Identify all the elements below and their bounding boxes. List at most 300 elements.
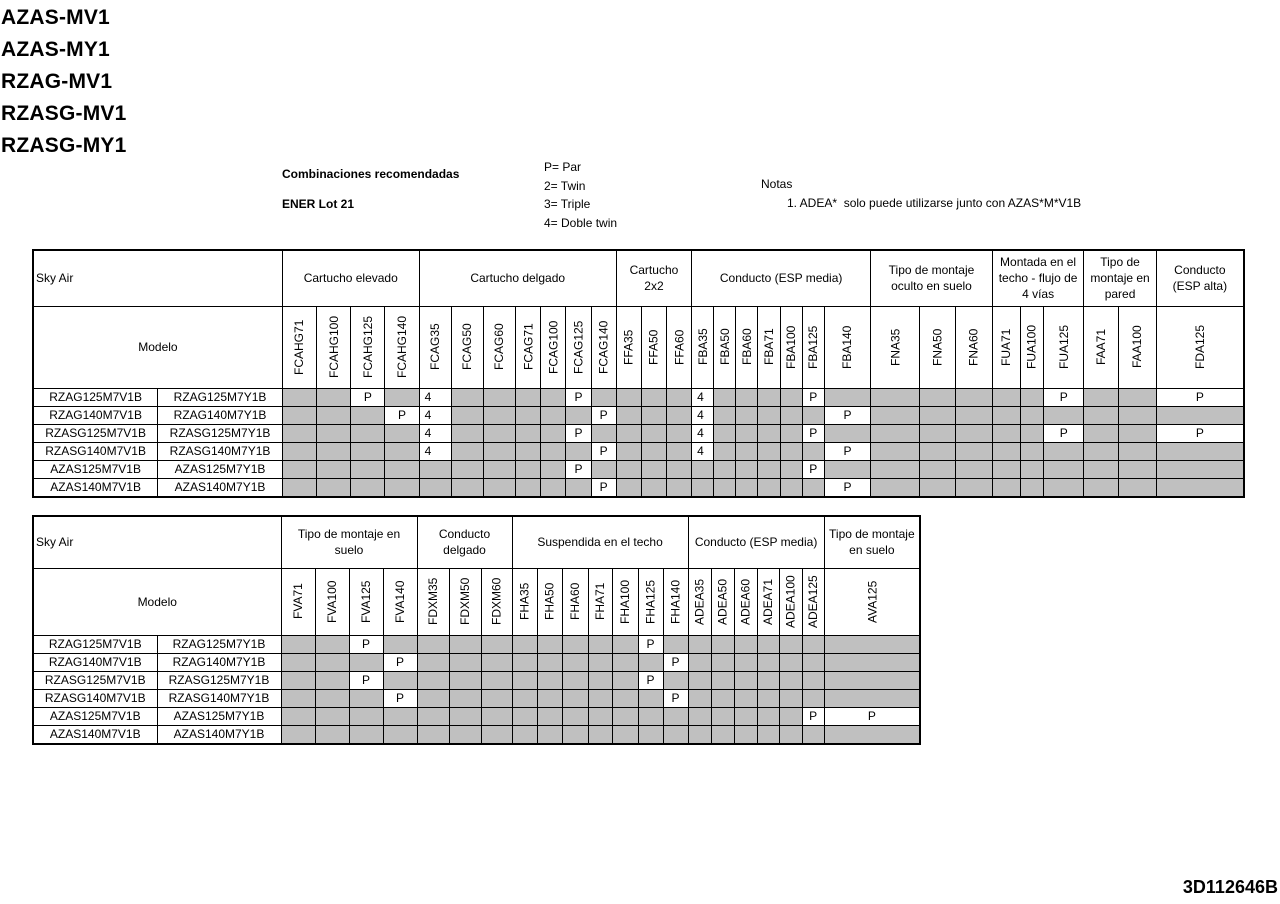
combination-cell [612, 653, 638, 671]
combination-cell [1118, 424, 1156, 442]
combination-cell [591, 460, 616, 478]
combination-cell [449, 653, 481, 671]
indoor-model-header: FVA100 [315, 568, 349, 635]
combination-cell [711, 671, 734, 689]
combination-cell [616, 478, 641, 497]
combination-cell [417, 653, 449, 671]
indoor-model-header: ADEA35 [688, 568, 711, 635]
outdoor-model-y: AZAS140M7Y1B [158, 478, 283, 497]
combination-cell [591, 388, 616, 406]
combination-cell: P [566, 388, 591, 406]
outdoor-model-v: AZAS125M7V1B [33, 707, 157, 725]
indoor-model-header: FCAHG140 [385, 306, 419, 388]
combination-cell [349, 653, 383, 671]
combination-cell [1118, 406, 1156, 424]
combination-cell [1020, 424, 1043, 442]
combination-cell [802, 653, 824, 671]
combination-cell [871, 478, 920, 497]
combination-cell [955, 460, 992, 478]
combination-cell [1118, 388, 1156, 406]
combination-cell [451, 478, 483, 497]
series-title: RZASG-MV1 [1, 102, 127, 125]
combination-cell [802, 406, 824, 424]
indoor-model-header: FHA60 [562, 568, 588, 635]
combination-cell: 4 [419, 388, 451, 406]
combination-cell [758, 460, 780, 478]
combination-cell [588, 725, 612, 744]
indoor-model-header: FUA100 [1020, 306, 1043, 388]
indoor-model-header: ADEA71 [757, 568, 779, 635]
table-row [33, 424, 1244, 442]
combination-cell [955, 424, 992, 442]
combination-cell [992, 460, 1020, 478]
combination-cell [758, 478, 780, 497]
combination-cell [588, 635, 612, 653]
combination-cell [1044, 406, 1084, 424]
combination-cell [802, 442, 824, 460]
model-header-row [33, 568, 920, 635]
combination-cell [537, 707, 562, 725]
combination-cell [1156, 478, 1244, 497]
combination-cell: P [1156, 424, 1244, 442]
indoor-model-header: FFA50 [641, 306, 666, 388]
combination-cell [616, 460, 641, 478]
combination-cell [714, 478, 736, 497]
combination-cell [780, 406, 802, 424]
legend [544, 158, 617, 232]
legend-item: 2= Twin [544, 178, 586, 193]
combination-cell [281, 689, 315, 707]
outdoor-model-v: RZAG125M7V1B [33, 635, 157, 653]
series-title: AZAS-MV1 [1, 6, 110, 29]
combination-cell: P [349, 635, 383, 653]
combination-cell [383, 725, 417, 744]
combination-cell [757, 671, 779, 689]
combination-cell [481, 725, 512, 744]
ener-label: ENER Lot 21 [282, 197, 355, 211]
combination-cell [562, 671, 588, 689]
combination-cell [714, 442, 736, 460]
combination-cell [282, 406, 316, 424]
combination-cell: P [824, 478, 870, 497]
group-header: Conducto (ESP media) [688, 516, 824, 568]
combination-cell [351, 460, 385, 478]
combination-cell [588, 653, 612, 671]
combination-cell [449, 707, 481, 725]
brand-label: Sky Air [33, 516, 281, 568]
indoor-model-header: FHA140 [663, 568, 688, 635]
combination-cell [779, 707, 802, 725]
combination-cell [588, 671, 612, 689]
combination-cell [758, 388, 780, 406]
combination-cell [641, 442, 666, 460]
combination-cell: P [802, 460, 824, 478]
combination-cell [871, 424, 920, 442]
combination-cell [638, 689, 663, 707]
combination-cell [562, 725, 588, 744]
indoor-model-header: FHA125 [638, 568, 663, 635]
combination-cell [824, 388, 870, 406]
combination-cell [1020, 460, 1043, 478]
indoor-model-header: AVA125 [824, 568, 920, 635]
combination-cell [1156, 442, 1244, 460]
combination-cell [920, 424, 955, 442]
combination-cell [871, 460, 920, 478]
notas-title: Notas [761, 177, 793, 191]
indoor-model-header: FNA60 [955, 306, 992, 388]
combination-cell [417, 671, 449, 689]
combination-cell [711, 689, 734, 707]
outdoor-model-v: RZASG140M7V1B [33, 689, 157, 707]
combination-cell [1156, 460, 1244, 478]
combination-cell [1118, 460, 1156, 478]
table-row [33, 725, 920, 744]
combination-cell [512, 689, 537, 707]
combination-cell [385, 460, 419, 478]
combination-cell [714, 460, 736, 478]
combination-cell [734, 689, 757, 707]
combination-cell: 4 [692, 424, 714, 442]
group-header: Suspendida en el techo [512, 516, 688, 568]
combination-cell [1044, 442, 1084, 460]
combination-cell [734, 635, 757, 653]
combination-cell [419, 460, 451, 478]
combination-cell [1020, 406, 1043, 424]
combination-cell [757, 707, 779, 725]
indoor-model-header: FDXM50 [449, 568, 481, 635]
combination-cell [1156, 406, 1244, 424]
combination-cell [483, 442, 515, 460]
combination-cell [417, 725, 449, 744]
combination-cell [385, 388, 419, 406]
combination-cell [757, 653, 779, 671]
indoor-model-header: FBA71 [758, 306, 780, 388]
combination-cell [1118, 478, 1156, 497]
combination-cell: 4 [419, 406, 451, 424]
combination-cell: P [591, 406, 616, 424]
combination-cell [1118, 442, 1156, 460]
combination-cell [734, 653, 757, 671]
combination-cell [566, 406, 591, 424]
group-header: Tipo de montaje oculto en suelo [871, 250, 993, 306]
combination-cell [351, 478, 385, 497]
combination-cell [449, 725, 481, 744]
combination-cell [385, 442, 419, 460]
indoor-model-header: FCAHG125 [351, 306, 385, 388]
combination-cell [802, 725, 824, 744]
combination-cell [512, 653, 537, 671]
combination-cell [802, 635, 824, 653]
table-row [33, 460, 1244, 478]
indoor-model-header: ADEA100 [779, 568, 802, 635]
combination-cell [317, 424, 351, 442]
combination-cell [714, 388, 736, 406]
indoor-model-header: FAA100 [1118, 306, 1156, 388]
combination-cell [667, 460, 692, 478]
modelo-label: Modelo [33, 306, 282, 388]
combination-cell [481, 671, 512, 689]
combination-cell [802, 689, 824, 707]
combination-cell [920, 388, 955, 406]
combination-cell [537, 671, 562, 689]
combination-cell: P [824, 707, 920, 725]
indoor-model-header: FHA35 [512, 568, 537, 635]
outdoor-model-y: RZAG125M7Y1B [158, 388, 283, 406]
combination-cell [417, 707, 449, 725]
combination-cell [780, 424, 802, 442]
combination-cell [641, 460, 666, 478]
combination-cell [757, 635, 779, 653]
combination-cell [638, 725, 663, 744]
combination-cell [612, 689, 638, 707]
combination-cell [1084, 478, 1118, 497]
combination-cell [562, 635, 588, 653]
combination-cell [512, 725, 537, 744]
combination-cell [516, 388, 541, 406]
combination-cell [734, 707, 757, 725]
combination-cell [315, 671, 349, 689]
table-row [33, 406, 1244, 424]
combination-cell: 4 [692, 442, 714, 460]
combination-cell [688, 653, 711, 671]
indoor-model-header: FUA125 [1044, 306, 1084, 388]
combination-cell: P [385, 406, 419, 424]
combination-cell [736, 442, 758, 460]
combination-cell [512, 671, 537, 689]
combination-cell: P [1044, 424, 1084, 442]
combination-cell: P [824, 442, 870, 460]
combination-cell [562, 689, 588, 707]
combination-cell [282, 442, 316, 460]
indoor-model-header: FVA71 [281, 568, 315, 635]
outdoor-model-y: AZAS125M7Y1B [157, 707, 281, 725]
combination-cell [920, 460, 955, 478]
combination-cell [802, 478, 824, 497]
indoor-model-header: FCAHG100 [317, 306, 351, 388]
combination-cell [315, 707, 349, 725]
combination-cell [1084, 388, 1118, 406]
combination-cell [616, 442, 641, 460]
indoor-model-header: FBA50 [714, 306, 736, 388]
indoor-model-header: FCAG140 [591, 306, 616, 388]
combination-cell [779, 635, 802, 653]
combination-cell [758, 424, 780, 442]
combination-cell [516, 478, 541, 497]
combination-cell [516, 406, 541, 424]
combination-cell [537, 689, 562, 707]
combination-cell [692, 460, 714, 478]
combination-cell [780, 388, 802, 406]
indoor-model-header: FCAG60 [483, 306, 515, 388]
combination-cell [282, 388, 316, 406]
combination-cell [451, 424, 483, 442]
combination-cell: 4 [692, 388, 714, 406]
combination-cell [663, 725, 688, 744]
combination-cell [419, 478, 451, 497]
combination-cell [920, 406, 955, 424]
combination-cell [588, 707, 612, 725]
series-title: AZAS-MY1 [1, 38, 110, 61]
combination-cell [734, 671, 757, 689]
combination-cell [616, 424, 641, 442]
combination-cell [688, 635, 711, 653]
nota-item: 1. ADEA* solo puede utilizarse junto con AZAS*M*V1B [787, 196, 1082, 210]
combination-cell [663, 707, 688, 725]
combination-cell [541, 406, 566, 424]
combination-cell: P [638, 671, 663, 689]
indoor-model-header: ADEA60 [734, 568, 757, 635]
combination-cell [638, 707, 663, 725]
combination-cell: P [566, 460, 591, 478]
legend-item: 4= Doble twin [544, 215, 618, 230]
combination-cell [824, 424, 870, 442]
combination-cell [537, 725, 562, 744]
indoor-model-header: ADEA125 [802, 568, 824, 635]
indoor-model-header: ADEA50 [711, 568, 734, 635]
combination-cell [541, 478, 566, 497]
indoor-model-header: FCAG100 [541, 306, 566, 388]
combination-cell [736, 388, 758, 406]
combination-cell [483, 478, 515, 497]
combination-cell [282, 424, 316, 442]
group-header-row [33, 516, 920, 568]
table-row [33, 388, 1244, 406]
combination-cell [688, 671, 711, 689]
combination-cell [1084, 442, 1118, 460]
combination-cell [802, 671, 824, 689]
combination-cell [315, 635, 349, 653]
outdoor-model-v: RZASG125M7V1B [33, 424, 158, 442]
outdoor-model-v: AZAS125M7V1B [33, 460, 158, 478]
indoor-model-header: FFA35 [616, 306, 641, 388]
combination-cell [667, 424, 692, 442]
combination-cell [1020, 442, 1043, 460]
combination-cell: P [824, 406, 870, 424]
combination-cell [824, 725, 920, 744]
combination-cell [616, 406, 641, 424]
indoor-model-header: FBA60 [736, 306, 758, 388]
combination-cell [483, 406, 515, 424]
combination-cell: 4 [419, 424, 451, 442]
combination-cell [992, 388, 1020, 406]
indoor-model-header: FHA100 [612, 568, 638, 635]
group-header-row [33, 250, 1244, 306]
combination-cell [541, 442, 566, 460]
combination-cell [780, 460, 802, 478]
combination-cell: P [591, 478, 616, 497]
combination-cell: P [1044, 388, 1084, 406]
series-title: RZAG-MV1 [1, 70, 113, 93]
group-header: Conducto (ESP media) [692, 250, 871, 306]
combination-cell [688, 689, 711, 707]
combination-cell [871, 406, 920, 424]
indoor-model-header: FCAG50 [451, 306, 483, 388]
combination-cell [516, 460, 541, 478]
combination-cell: P [566, 424, 591, 442]
combination-cell [481, 707, 512, 725]
combination-cell [537, 635, 562, 653]
combination-cell [349, 707, 383, 725]
indoor-model-header: FUA71 [992, 306, 1020, 388]
indoor-model-header: FBA125 [802, 306, 824, 388]
combination-cell: P [802, 424, 824, 442]
combination-cell [824, 689, 920, 707]
combination-cell [281, 725, 315, 744]
indoor-model-header: FNA35 [871, 306, 920, 388]
combination-cell [451, 406, 483, 424]
combination-cell: P [591, 442, 616, 460]
combination-cell [281, 707, 315, 725]
combination-cell [757, 689, 779, 707]
combination-cell [541, 460, 566, 478]
combination-cell [383, 635, 417, 653]
indoor-model-header: FBA140 [824, 306, 870, 388]
combination-cell [711, 725, 734, 744]
combination-cell [667, 406, 692, 424]
outdoor-model-v: RZASG125M7V1B [33, 671, 157, 689]
outdoor-model-v: AZAS140M7V1B [33, 478, 158, 497]
combination-cell [641, 478, 666, 497]
combination-cell [481, 689, 512, 707]
outdoor-model-y: RZAG140M7Y1B [158, 406, 283, 424]
combination-cell [351, 442, 385, 460]
combination-cell [736, 460, 758, 478]
combination-cell [955, 478, 992, 497]
outdoor-model-v: RZAG140M7V1B [33, 653, 157, 671]
combination-cell [1020, 478, 1043, 497]
combination-cell [281, 635, 315, 653]
brand-label: Sky Air [33, 250, 282, 306]
combination-cell [1084, 424, 1118, 442]
combination-cell [757, 725, 779, 744]
indoor-model-header: FCAG125 [566, 306, 591, 388]
table-row [33, 689, 920, 707]
combination-cell: 4 [419, 442, 451, 460]
combination-table-1 [32, 249, 1245, 498]
indoor-model-header: FHA71 [588, 568, 612, 635]
combination-cell [317, 478, 351, 497]
combination-cell [955, 442, 992, 460]
group-header: Cartucho delgado [419, 250, 616, 306]
combination-cell [483, 460, 515, 478]
combination-cell [779, 725, 802, 744]
combination-cell [641, 388, 666, 406]
combination-cell: P [802, 388, 824, 406]
modelo-label: Modelo [33, 568, 281, 635]
outdoor-model-v: RZAG125M7V1B [33, 388, 158, 406]
indoor-model-header: FBA35 [692, 306, 714, 388]
combination-cell [711, 635, 734, 653]
legend-item: P= Par [544, 160, 582, 174]
combination-cell [512, 635, 537, 653]
combination-cell [1020, 388, 1043, 406]
combination-cell: P [349, 671, 383, 689]
outdoor-model-y: RZASG140M7Y1B [157, 689, 281, 707]
combination-cell [385, 478, 419, 497]
combination-cell [281, 671, 315, 689]
indoor-model-header: FCAHG71 [282, 306, 316, 388]
combination-cell: 4 [692, 406, 714, 424]
combination-cell [481, 653, 512, 671]
combination-cell [920, 478, 955, 497]
combination-cell [779, 653, 802, 671]
combination-cell [824, 635, 920, 653]
legend-item: 3= Triple [544, 197, 591, 211]
combination-cell [282, 478, 316, 497]
combination-cell [871, 388, 920, 406]
outdoor-model-v: RZASG140M7V1B [33, 442, 158, 460]
combination-cell [641, 406, 666, 424]
